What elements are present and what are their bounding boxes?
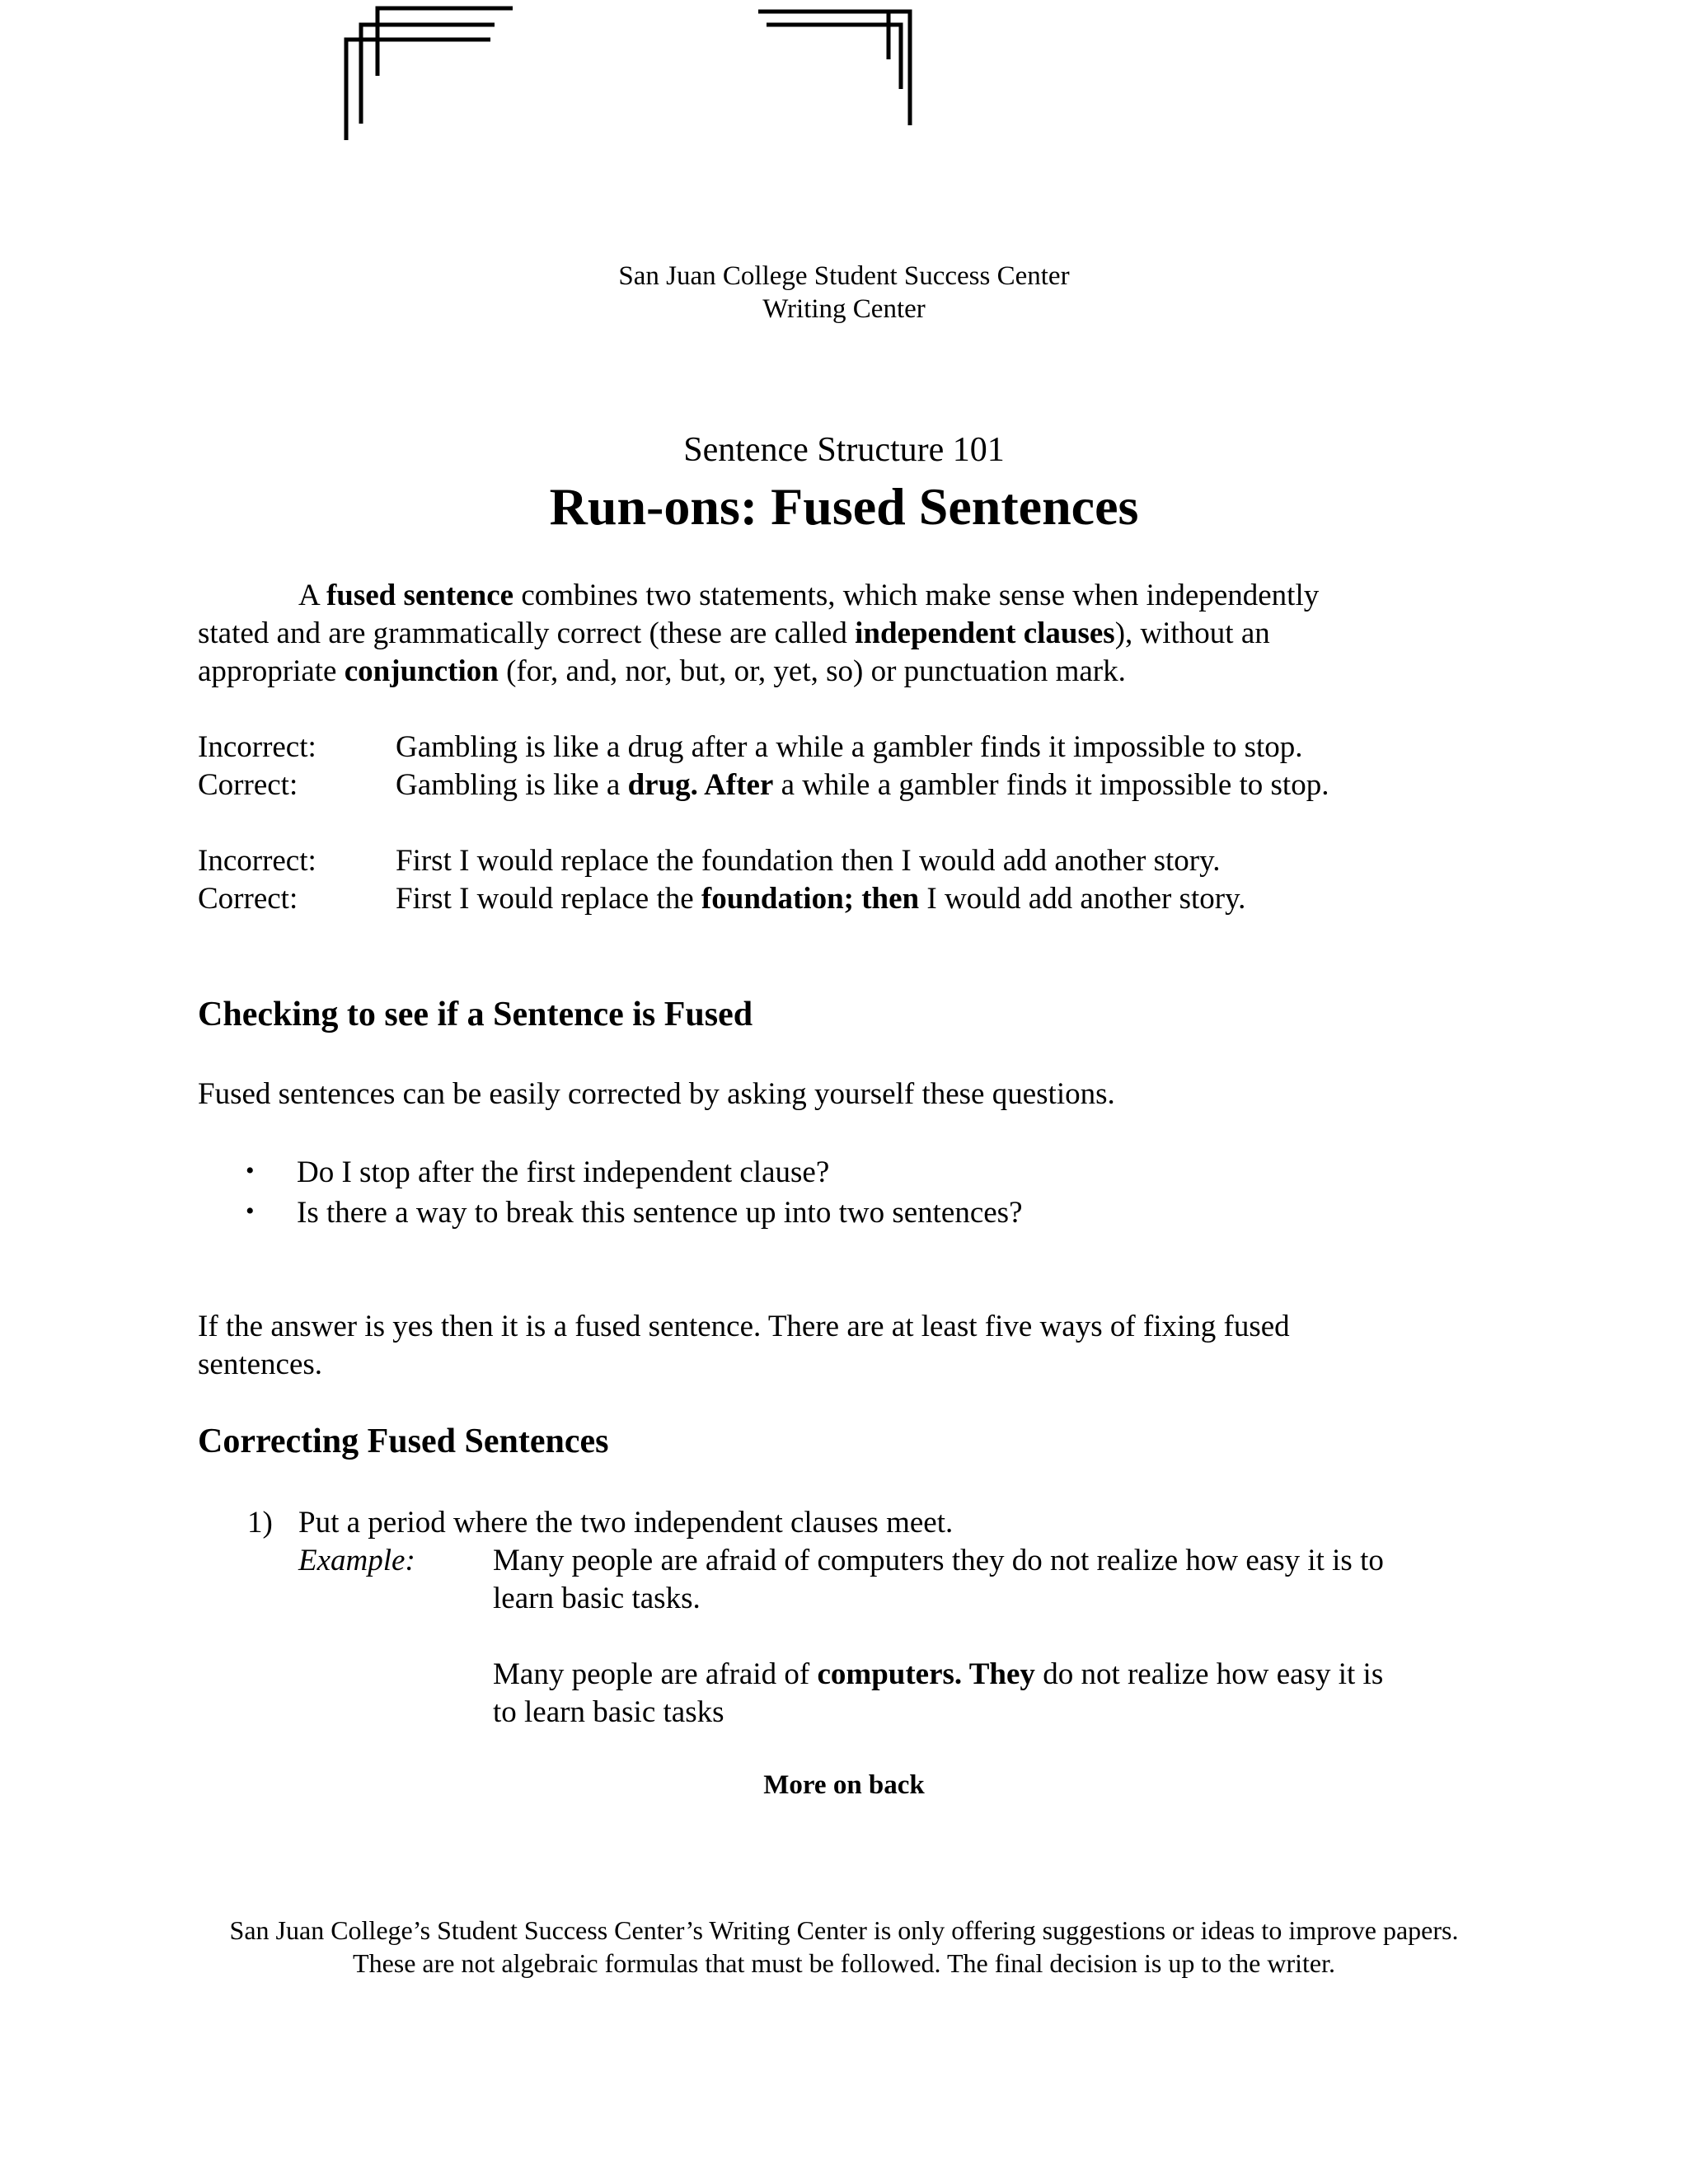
list-item: Is there a way to break this sentence up into two sentences? xyxy=(297,1196,1023,1230)
item-number: 1) xyxy=(247,1506,273,1540)
intro-line-3: appropriate conjunction (for, and, nor, but, or, yet, so) or punctuation mark. xyxy=(198,654,1126,688)
incorrect-example: First I would replace the foundation then I would add another story. xyxy=(396,844,1221,878)
intro-paragraph xyxy=(198,577,1500,691)
incorrect-label: Incorrect: xyxy=(198,844,316,878)
intro-line-2: stated and are grammatically correct (these are called independent clauses), without an xyxy=(198,616,1270,650)
correct-example: First I would replace the foundation; then I would add another story. xyxy=(396,882,1246,916)
correct-example: Gambling is like a drug. After a while a gambler finds it impossible to stop. xyxy=(396,768,1329,802)
incorrect-label: Incorrect: xyxy=(198,730,316,764)
correcting-heading: Correcting Fused Sentences xyxy=(198,1422,609,1460)
list-item: Do I stop after the first independent clause? xyxy=(297,1155,830,1189)
corrected-example: Many people are afraid of computers. They do not realize how easy it is to learn basic tasks xyxy=(493,1657,1384,1729)
example-label: Example: xyxy=(298,1544,415,1577)
more-on-back-note: More on back xyxy=(763,1770,925,1800)
bullet-icon: • xyxy=(246,1157,255,1184)
term-independent-clauses: independent clauses xyxy=(855,616,1115,650)
intro-line-1: A fused sentence combines two statements, which make sense when independently xyxy=(298,579,1320,612)
incorrect-example: Gambling is like a drug after a while a gambler finds it impossible to stop. xyxy=(396,730,1303,764)
term-fused-sentence: fused sentence xyxy=(326,579,514,612)
footer-disclaimer: San Juan College’s Student Success Center’s Writing Center is only offering suggestions or ideas to improve papers. These are not algebraic formulas that must be followed. The final decision is up to the writer. xyxy=(229,1915,1459,1978)
document-title: Run-ons: Fused Sentences xyxy=(549,477,1139,536)
corner-bracket-decoration xyxy=(0,0,1688,165)
document-subtitle: Sentence Structure 101 xyxy=(683,431,1005,469)
checking-lead: Fused sentences can be easily corrected by asking yourself these questions. xyxy=(198,1077,1115,1111)
checking-heading: Checking to see if a Sentence is Fused xyxy=(198,996,753,1033)
correct-label: Correct: xyxy=(198,882,298,916)
checking-answer: If the answer is yes then it is a fused sentence. There are at least five ways of fixing fused sentences. xyxy=(198,1310,1290,1381)
header-institution: San Juan College Student Success Center xyxy=(618,261,1070,291)
item-text: Put a period where the two independent clauses meet. xyxy=(298,1506,954,1540)
bullet-icon: • xyxy=(246,1197,255,1225)
header-department: Writing Center xyxy=(762,294,926,324)
header-block xyxy=(0,260,1688,326)
term-conjunction: conjunction xyxy=(344,654,499,688)
fused-example: Many people are afraid of computers they do not realize how easy it is to learn basic tasks. xyxy=(493,1544,1384,1615)
correct-label: Correct: xyxy=(198,768,298,802)
